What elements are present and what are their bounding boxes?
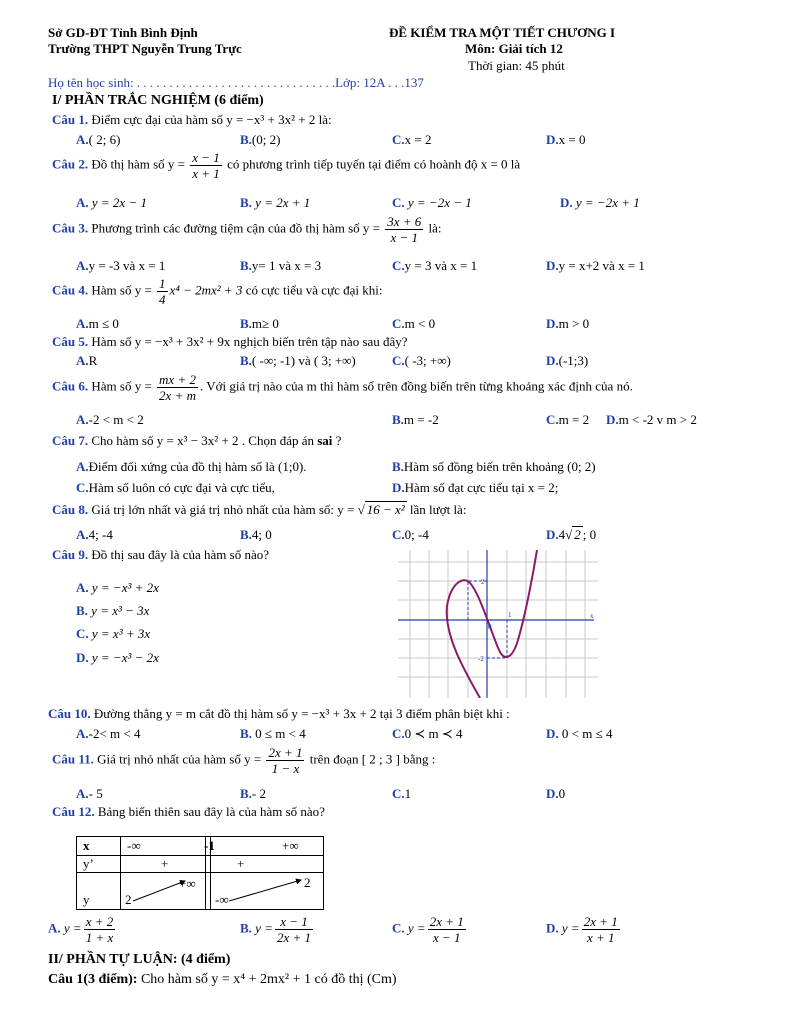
option-letter: B.	[240, 920, 252, 936]
table-cell: -∞	[127, 838, 141, 853]
q3-option-b[interactable]	[240, 258, 321, 274]
question-text-cont: có cực tiểu và cực đại khi:	[245, 282, 383, 298]
option-text-tail: ; 0	[582, 527, 597, 542]
variation-table	[76, 836, 324, 910]
option-text: ( 2; 6)	[88, 132, 121, 147]
option-letter: A.	[76, 258, 89, 273]
y-equals: y =	[63, 920, 82, 936]
question-text: Giá trị nhỏ nhất của hàm số y =	[97, 751, 262, 767]
q11-option-d[interactable]	[546, 786, 565, 802]
option-text: y = −2x + 1	[575, 195, 640, 210]
q6-option-a[interactable]	[76, 412, 144, 428]
question-text: Giá trị lớn nhất và giá trị nhỏ nhất của hàm số: y =	[91, 502, 355, 517]
option-letter: B.	[240, 132, 252, 147]
option-letter: C.	[76, 626, 89, 641]
question-text: Cho hàm số y = x⁴ + 2mx² + 1 có đồ thị (Cm)	[140, 972, 397, 987]
option-text: - 2	[251, 786, 267, 801]
question-8	[52, 502, 466, 518]
question-text-cont: trên đoạn [ 2 ; 3 ] bằng :	[309, 751, 436, 767]
question-6	[52, 372, 633, 403]
option-text: 4; -4	[88, 527, 113, 542]
function-graph	[398, 550, 598, 698]
q8-option-b[interactable]	[240, 527, 272, 543]
expression: x⁴ − 2mx² + 3	[169, 282, 243, 298]
question-text: Đường thẳng y = m cắt đồ thị hàm số y = −x³ + 3x + 2 tại 3 điểm phân biệt khi :	[93, 706, 510, 721]
q2-option-b[interactable]	[240, 195, 310, 211]
q4-option-a[interactable]	[76, 316, 119, 332]
q11-option-c[interactable]	[392, 786, 411, 802]
option-letter: A.	[76, 132, 89, 147]
option-letter: C.	[392, 527, 405, 542]
fraction: $\frac{2x + 1}{x - 1}$	[429, 914, 464, 945]
question-text: Hàm số y = −x³ + 3x² + 9x nghịch biến trên tập nào sau đây?	[91, 334, 408, 349]
option-text: -2< m < 4	[88, 726, 141, 741]
question-text: Hàm số y =	[91, 378, 152, 394]
q10-option-b[interactable]	[240, 726, 306, 742]
option-letter: A.	[48, 920, 61, 936]
q2-option-d[interactable]	[560, 195, 640, 211]
q1-option-d[interactable]	[546, 132, 585, 148]
option-letter: D.	[560, 195, 573, 210]
option-letter: B.	[240, 195, 252, 210]
arrow-up-right	[229, 880, 301, 901]
question-text: Cho hàm số y = x³ − 3x² + 2 . Chọn đáp án	[91, 433, 314, 448]
option-letter: D.	[546, 786, 559, 801]
question-text: Phương trình các đường tiệm cận của đồ thị hàm số y =	[91, 220, 380, 236]
option-text: Hàm số đồng biến trên khoảng (0; 2)	[403, 459, 596, 474]
table-cell: +	[237, 856, 245, 871]
q8-option-c[interactable]	[392, 527, 429, 543]
duration: Thời gian: 45 phút	[468, 58, 565, 73]
grid	[398, 550, 598, 698]
q8-option-a[interactable]	[76, 527, 113, 543]
question-label: Câu 1.	[52, 112, 89, 127]
x-tick-1: 1	[508, 611, 512, 619]
option-text: Điểm đối xứng của đồ thị hàm số là (1;0).	[88, 459, 307, 474]
q3-option-d[interactable]	[546, 258, 645, 274]
option-text: ( -3; +∞)	[404, 353, 451, 368]
question-label: Câu 5.	[52, 334, 89, 349]
table-cell: x	[83, 838, 90, 853]
table-cell: y	[83, 892, 90, 907]
option-text: y = 2x − 1	[91, 195, 147, 210]
fraction: $\frac{1}{4}$	[159, 276, 166, 307]
option-letter: D.	[546, 258, 559, 273]
option-letter: D.	[546, 527, 559, 542]
question-label: Câu 6.	[52, 378, 89, 394]
option-letter: D.	[546, 353, 559, 368]
fraction: $\frac{3x + 6}{x - 1}$	[387, 214, 422, 245]
question-7	[52, 433, 341, 449]
q6-option-c[interactable]	[546, 412, 589, 428]
y-equals: y =	[407, 920, 426, 936]
option-text: m = 2	[558, 412, 590, 427]
question-label: Câu 2.	[52, 156, 89, 172]
option-letter: C.	[392, 726, 405, 741]
question-text: Bảng biến thiên sau đây là của hàm số nào?	[97, 804, 325, 819]
option-letter: C.	[392, 195, 405, 210]
option-text: y = −x³ + 2x	[91, 580, 159, 595]
option-text: y = x³ + 3x	[91, 626, 151, 641]
question-text: Đồ thị hàm số y =	[91, 156, 186, 172]
option-letter: C.	[392, 920, 405, 936]
question-text-cont: . Với giá trị nào của m thì hàm số trên đồng biến trên từng khoảng xác định của nó.	[199, 378, 633, 394]
question-text-cont: ?	[335, 433, 342, 448]
option-text: R	[88, 353, 98, 368]
option-text: m < 0	[404, 316, 436, 331]
option-letter: D.	[546, 132, 559, 147]
option-text: 0 < m ≤ 4	[561, 726, 613, 741]
option-text: y = 3 và x = 1	[404, 258, 478, 273]
option-letter: D.	[546, 920, 559, 936]
option-letter: B.	[240, 258, 252, 273]
option-text: m ≤ 0	[88, 316, 119, 331]
option-letter: C.	[392, 132, 405, 147]
fraction: $\frac{x - 1}{x + 1}$	[192, 150, 220, 181]
q12-option-a[interactable]	[48, 914, 117, 945]
option-letter: A.	[76, 580, 89, 595]
option-letter: D.	[76, 650, 89, 665]
part1-heading: I/ PHẦN TRẮC NGHIỆM (6 điểm)	[52, 93, 264, 108]
fraction: $\frac{2x + 1}{1 - x}$	[268, 745, 303, 776]
question-label: Câu 7.	[52, 433, 89, 448]
q1-option-a[interactable]	[76, 132, 120, 148]
question-label: Câu 1(3 điểm):	[48, 972, 138, 987]
q6-option-b[interactable]	[392, 412, 439, 428]
option-letter: D.	[546, 726, 559, 741]
option-text: - 5	[88, 786, 103, 801]
option-text: y = -3 và x = 1	[88, 258, 166, 273]
exam-title: ĐỀ KIỂM TRA MỘT TIẾT CHƯƠNG I	[389, 25, 616, 40]
question-text: Đồ thị sau đây là của hàm số nào?	[91, 547, 269, 562]
arrows	[77, 837, 323, 909]
q8-option-d[interactable]: D.4√ 2 ; 0	[546, 527, 597, 542]
q9-option-c[interactable]	[76, 626, 150, 642]
radicand: 2	[574, 527, 581, 542]
question-label: Câu 11.	[52, 751, 94, 767]
table-cell: 2	[304, 875, 311, 890]
question-label: Câu 3.	[52, 220, 89, 236]
x-label: x	[590, 612, 594, 620]
question-10	[48, 706, 510, 722]
option-letter: C.	[392, 786, 405, 801]
question-12	[52, 804, 325, 820]
q7-option-a[interactable]	[76, 459, 307, 475]
y-equals: y =	[561, 920, 580, 936]
y-tick-top: 2	[481, 578, 485, 586]
option-text: 1	[404, 786, 412, 801]
option-letter: A.	[76, 195, 89, 210]
question-3	[52, 214, 442, 245]
option-text: m > 0	[558, 316, 590, 331]
student-info-line: Họ tên học sinh: . . . . . . . . . . . . . . . . . . . . . . . . . . . . . . .Lớp: 12A . . .137	[48, 75, 424, 90]
question-text-cont: lần lượt là:	[409, 502, 467, 517]
essay-question-1	[48, 972, 397, 988]
option-text: y = −x³ − 2x	[91, 650, 159, 665]
option-text: y = −2x − 1	[407, 195, 472, 210]
question-1	[52, 112, 332, 128]
option-letter: A.	[76, 459, 89, 474]
y-tick-bottom: -2	[478, 655, 484, 663]
q10-option-a[interactable]	[76, 726, 141, 742]
question-2	[52, 150, 520, 181]
option-letter: C.	[392, 353, 405, 368]
question-label: Câu 9.	[52, 547, 89, 562]
q9-option-a[interactable]	[76, 580, 159, 596]
question-text: Điểm cực đại của hàm số y = −x³ + 3x² + 2 là:	[91, 112, 332, 127]
option-letter: B.	[240, 786, 252, 801]
option-letter: A.	[76, 527, 89, 542]
option-letter: C.	[546, 412, 559, 427]
option-text: 0; -4	[404, 527, 429, 542]
arrow-up-left	[133, 881, 185, 901]
option-text: Hàm số đạt cực tiểu tại x = 2;	[404, 480, 559, 495]
question-label: Câu 8.	[52, 502, 89, 517]
option-text: 0	[558, 786, 566, 801]
option-letter: A.	[76, 353, 89, 368]
table-cell: +∞	[282, 838, 299, 853]
option-letter: B.	[240, 316, 252, 331]
q7-option-d[interactable]	[392, 480, 558, 496]
option-letter: D.	[606, 412, 619, 427]
q2-option-a[interactable]	[76, 195, 147, 211]
option-text: m≥ 0	[251, 316, 279, 331]
fraction: $\frac{mx + 2}{2x + m}$	[159, 372, 196, 403]
option-letter: B.	[240, 527, 252, 542]
question-5	[52, 334, 408, 350]
option-letter: C.	[392, 316, 405, 331]
option-letter: A.	[76, 726, 89, 741]
option-letter: B.	[76, 603, 88, 618]
question-9	[52, 547, 269, 563]
question-text-cont: có phương trình tiếp tuyến tại điểm có hoành độ x = 0 là	[227, 156, 521, 172]
table-cell: y’	[83, 856, 94, 871]
option-letter: B.	[240, 726, 252, 741]
table-cell: +	[161, 856, 169, 871]
q5-option-b[interactable]	[240, 353, 356, 369]
fraction: $\frac{x - 1}{2x + 1}$	[276, 914, 312, 945]
question-label: Câu 12.	[52, 804, 95, 819]
option-text: y = 2x + 1	[255, 195, 311, 210]
q4-option-b[interactable]	[240, 316, 279, 332]
q12-option-b[interactable]	[240, 914, 315, 945]
q2-option-c[interactable]	[392, 195, 472, 211]
option-text: Hàm số luôn có cực đại và cực tiểu,	[88, 480, 275, 495]
option-text: -2 < m < 2	[88, 412, 144, 427]
q11-option-b[interactable]	[240, 786, 266, 802]
option-letter: C.	[76, 480, 89, 495]
option-letter: A.	[76, 412, 89, 427]
option-text: 4; 0	[251, 527, 272, 542]
q10-option-c[interactable]	[392, 726, 463, 742]
option-text: m = -2	[403, 412, 439, 427]
q10-option-d[interactable]	[546, 726, 612, 742]
option-letter: D.	[546, 316, 559, 331]
sqrt-expression: √ 16 − x²	[357, 502, 405, 517]
q1-option-c[interactable]	[392, 132, 431, 148]
q1-option-b[interactable]	[240, 132, 280, 148]
school-name: Trường THPT Nguyễn Trung Trực	[48, 41, 242, 56]
option-letter: C.	[392, 258, 405, 273]
option-text: 0 ≤ m < 4	[255, 726, 306, 741]
q9-option-d[interactable]	[76, 650, 159, 666]
fraction: $\frac{x + 2}{1 + x}$	[85, 914, 114, 945]
origin-label: 0	[488, 623, 492, 631]
q5-option-c[interactable]	[392, 353, 451, 369]
dept-name: Sở GD-ĐT Tỉnh Bình Định	[48, 25, 198, 40]
option-text: y= 1 và x = 3	[251, 258, 322, 273]
option-text: 4	[558, 527, 566, 542]
q7-option-b[interactable]	[392, 459, 596, 475]
option-text: m < -2 v m > 2	[618, 412, 697, 427]
y-equals: y =	[255, 920, 273, 936]
option-letter: A.	[76, 786, 89, 801]
option-text: 0 ≺ m ≺ 4	[404, 726, 463, 741]
option-letter: B.	[392, 459, 404, 474]
question-text-cont: là:	[428, 220, 442, 236]
question-label: Câu 4.	[52, 282, 89, 298]
option-text: x = 2	[404, 132, 432, 147]
option-text: y = x³ − 3x	[91, 603, 150, 618]
option-letter: A.	[76, 316, 89, 331]
option-text: (-1;3)	[558, 353, 589, 368]
q9-option-b[interactable]	[76, 603, 149, 619]
subject: Môn: Giải tích 12	[465, 41, 563, 56]
emphasis-word: sai	[317, 433, 333, 448]
q4-option-d[interactable]	[546, 316, 589, 332]
q7-option-c[interactable]	[76, 480, 275, 496]
q5-option-a[interactable]	[76, 353, 97, 369]
q3-option-a[interactable]	[76, 258, 165, 274]
option-text: ( -∞; -1) và ( 3; +∞)	[251, 353, 356, 368]
question-label: Câu 10.	[48, 706, 91, 721]
table-cell: 2	[125, 892, 132, 907]
q12-option-d[interactable]	[546, 914, 622, 945]
table-cell: -∞	[215, 892, 229, 907]
table-cell: +∞	[179, 876, 196, 891]
question-11	[52, 745, 435, 776]
cubic-curve	[447, 550, 537, 698]
q11-option-a[interactable]	[76, 786, 103, 802]
table-cell: -1	[204, 838, 215, 853]
q4-option-c[interactable]	[392, 316, 435, 332]
q5-option-d[interactable]	[546, 353, 588, 369]
part2-heading: II/ PHẦN TỰ LUẬN: (4 điểm)	[48, 952, 231, 967]
q3-option-c[interactable]	[392, 258, 477, 274]
fraction: $\frac{2x + 1}{x + 1}$	[583, 914, 618, 945]
option-letter: B.	[392, 412, 404, 427]
option-text: x = 0	[558, 132, 586, 147]
q6-option-d[interactable]	[606, 412, 697, 428]
option-letter: B.	[240, 353, 252, 368]
option-text: (0; 2)	[251, 132, 281, 147]
question-text: Hàm số y =	[91, 282, 152, 298]
option-letter: D.	[392, 480, 405, 495]
q12-option-c[interactable]	[392, 914, 468, 945]
question-4	[52, 276, 383, 307]
option-text: y = x+2 và x = 1	[558, 258, 645, 273]
